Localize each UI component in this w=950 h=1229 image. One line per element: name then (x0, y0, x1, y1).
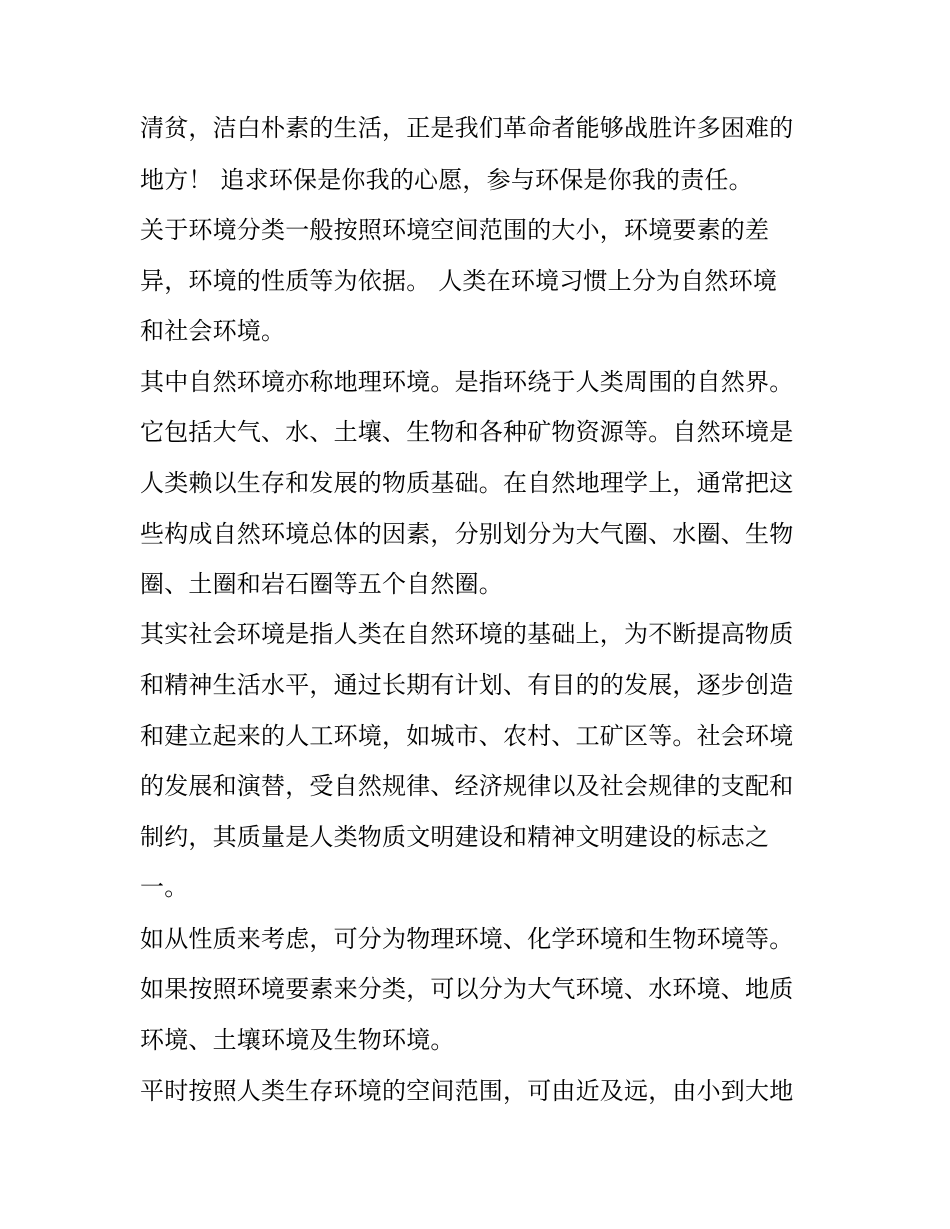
text-line: 一。 (140, 873, 189, 901)
text-line: 异，环境的性质等为依据。 人类在环境习惯上分为自然环境 (140, 267, 778, 295)
text-line: 其实社会环境是指人类在自然环境的基础上，为不断提高物质 (140, 620, 794, 648)
text-line: 些构成自然环境总体的因素，分别划分为大气圈、水圈、生物 (140, 520, 794, 548)
text-line: 人类赖以生存和发展的物质基础。在自然地理学上，通常把这 (140, 469, 794, 497)
text-line: 如从性质来考虑，可分为物理环境、化学环境和生物环境等。 (140, 925, 794, 953)
text-line: 平时按照人类生存环境的空间范围，可由近及远，由小到大地 (140, 1077, 794, 1105)
text-line: 圈、土圈和岩石圈等五个自然圈。 (140, 570, 503, 598)
text-line: 关于环境分类一般按照环境空间范围的大小，环境要素的差 (140, 216, 770, 244)
text-line: 和建立起来的人工环境，如城市、农村、工矿区等。社会环境 (140, 722, 794, 750)
text-line: 它包括大气、水、土壤、生物和各种矿物资源等。自然环境是 (140, 418, 794, 446)
text-line: 清贫，洁白朴素的生活，正是我们革命者能够战胜许多困难的 (140, 114, 794, 142)
text-line: 环境、土壤环境及生物环境。 (140, 1026, 455, 1054)
text-line: 的发展和演替，受自然规律、经济规律以及社会规律的支配和 (140, 772, 794, 800)
text-line: 其中自然环境亦称地理环境。是指环绕于人类周围的自然界。 (140, 368, 794, 396)
text-line: 地方！ 追求环保是你我的心愿，参与环保是你我的责任。 (140, 166, 753, 194)
text-line: 制约，其质量是人类物质文明建设和精神文明建设的标志之 (140, 823, 770, 851)
text-line: 和精神生活水平，通过长期有计划、有目的的发展，逐步创造 (140, 671, 794, 699)
text-line: 如果按照环境要素来分类，可以分为大气环境、水环境、地质 (140, 975, 794, 1003)
text-line: 和社会环境。 (140, 317, 286, 345)
